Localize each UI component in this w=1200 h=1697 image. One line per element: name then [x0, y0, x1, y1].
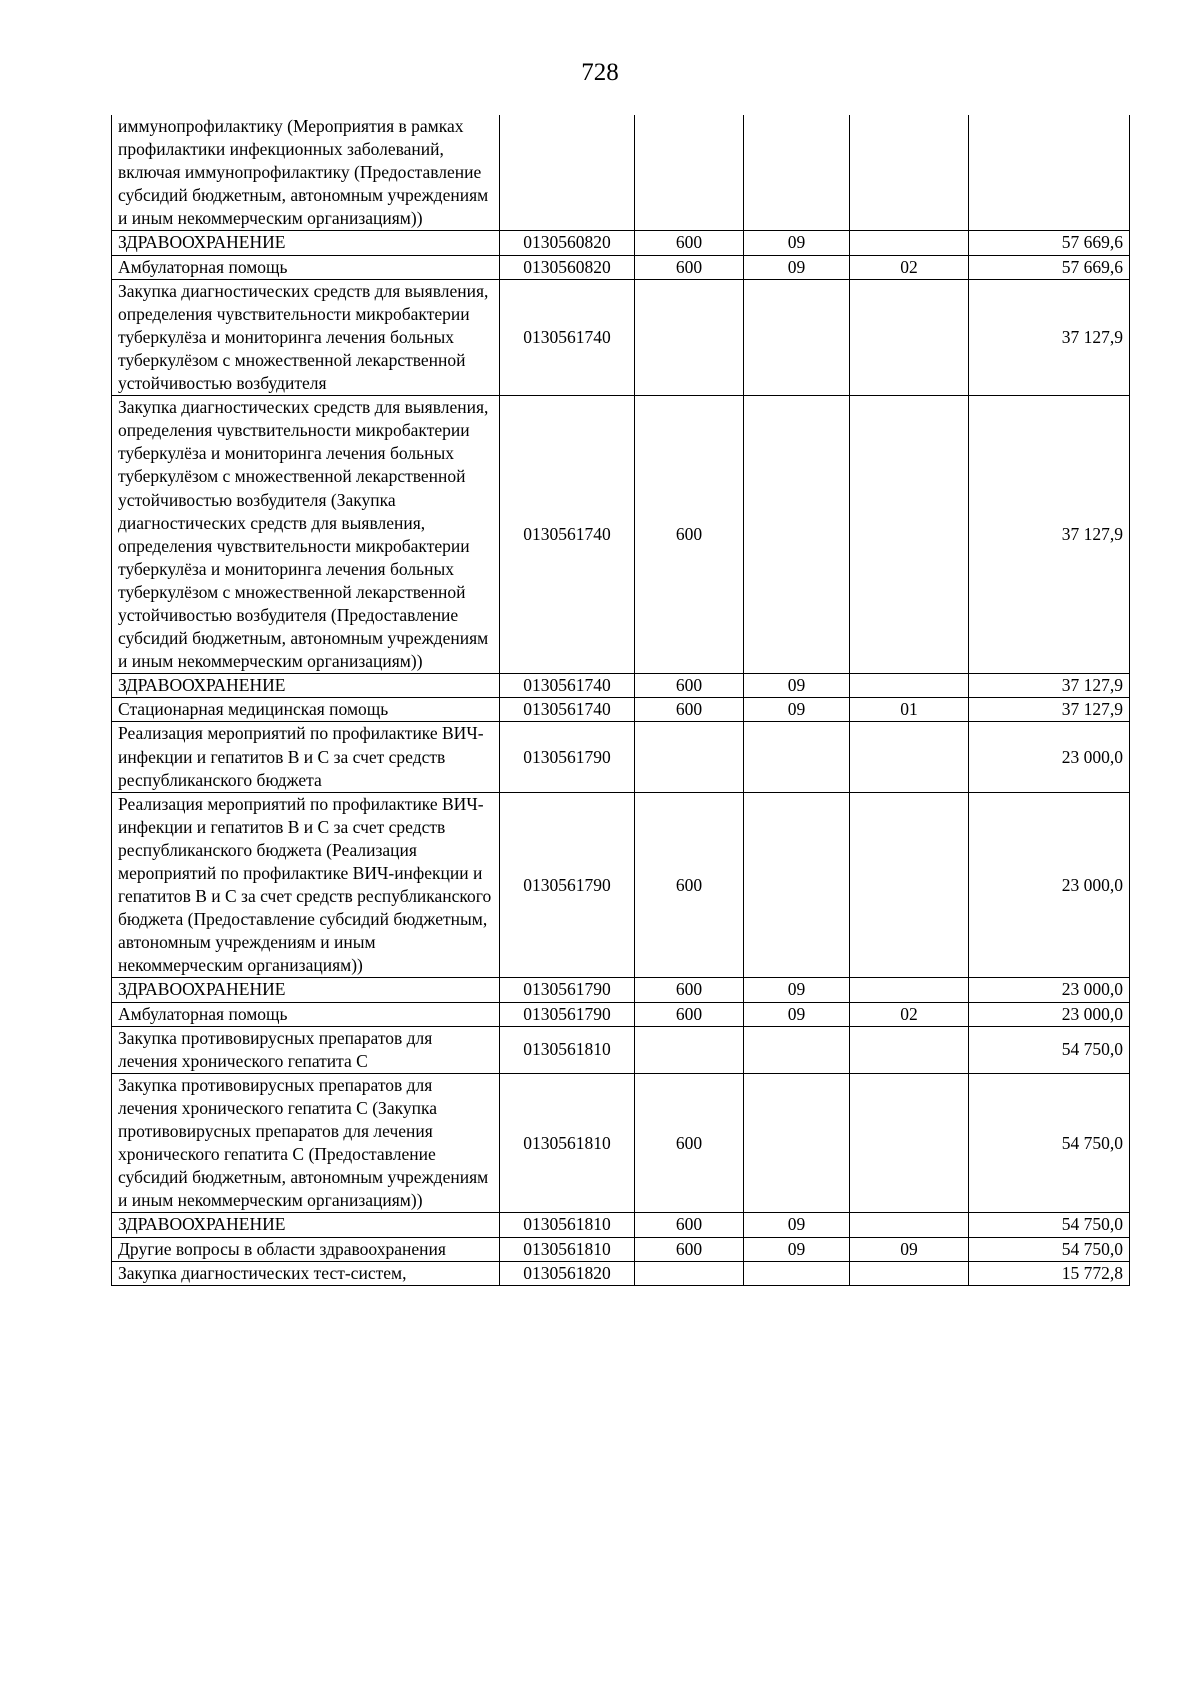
- row-section: [744, 279, 850, 395]
- row-name: Реализация мероприятий по профилактике ВИЧ-инфекции и гепатитов В и С за счет средств республиканского бюджета (Реализация мероприятий по профилактике ВИЧ-инфекции и гепатитов В и С за счет средств республиканского бюджета (Предоставление субсидий бюджетным, автономным учреждениям и иным некоммерческим организациям)): [112, 792, 500, 978]
- row-expense-type: [635, 722, 744, 792]
- row-subsection: [850, 279, 969, 395]
- row-name: ЗДРАВООХРАНЕНИЕ: [112, 674, 500, 698]
- row-code: 0130561810: [500, 1073, 635, 1213]
- row-name: Другие вопросы в области здравоохранения: [112, 1237, 500, 1261]
- row-name: Реализация мероприятий по профилактике ВИЧ-инфекции и гепатитов В и С за счет средств республиканского бюджета: [112, 722, 500, 792]
- row-amount: 57 669,6: [969, 255, 1130, 279]
- row-amount: 23 000,0: [969, 978, 1130, 1002]
- budget-table: [111, 115, 1130, 1286]
- row-amount: 54 750,0: [969, 1026, 1130, 1073]
- row-expense-type: [635, 279, 744, 395]
- row-subsection: [850, 1026, 969, 1073]
- table-row: [112, 978, 1130, 1002]
- row-section: 09: [744, 978, 850, 1002]
- row-code: 0130561820: [500, 1261, 635, 1285]
- table-row: [112, 255, 1130, 279]
- row-amount: 23 000,0: [969, 722, 1130, 792]
- row-code: 0130561790: [500, 1002, 635, 1026]
- row-expense-type: 600: [635, 1237, 744, 1261]
- row-amount: 15 772,8: [969, 1261, 1130, 1285]
- row-section: 09: [744, 698, 850, 722]
- row-subsection: [850, 231, 969, 255]
- row-section: 09: [744, 674, 850, 698]
- table-row: [112, 698, 1130, 722]
- row-subsection: [850, 1213, 969, 1237]
- row-section: 09: [744, 1237, 850, 1261]
- row-name: Закупка диагностических тест-систем,: [112, 1261, 500, 1285]
- row-name: ЗДРАВООХРАНЕНИЕ: [112, 231, 500, 255]
- row-name: Закупка диагностических средств для выявления, определения чувствительности микробактерии туберкулёза и мониторинга лечения больных туберкулёзом с множественной лекарственной устойчивостью возбудителя (Закупка диагностических средств для выявления, определения чувствительности микробактерии туберкулёза и мониторинга лечения больных туберкулёзом с множественной лекарственной устойчивостью возбудителя (Предоставление субсидий бюджетным, автономным учреждениям и иным некоммерческим организациям)): [112, 396, 500, 674]
- row-amount: 37 127,9: [969, 698, 1130, 722]
- table-row: [112, 396, 1130, 674]
- row-code: 0130560820: [500, 231, 635, 255]
- table-row: [112, 115, 1130, 231]
- row-amount: 37 127,9: [969, 396, 1130, 674]
- row-subsection: 09: [850, 1237, 969, 1261]
- row-expense-type: 600: [635, 396, 744, 674]
- row-section: [744, 792, 850, 978]
- row-name: ЗДРАВООХРАНЕНИЕ: [112, 1213, 500, 1237]
- row-section: [744, 722, 850, 792]
- row-subsection: [850, 1073, 969, 1213]
- row-amount: 54 750,0: [969, 1073, 1130, 1213]
- row-code: 0130561810: [500, 1026, 635, 1073]
- row-subsection: [850, 396, 969, 674]
- table-row: [112, 1237, 1130, 1261]
- row-subsection: [850, 674, 969, 698]
- row-expense-type: [635, 115, 744, 231]
- row-code: 0130561740: [500, 698, 635, 722]
- row-code: 0130561790: [500, 792, 635, 978]
- table-row: [112, 1026, 1130, 1073]
- row-section: 09: [744, 1002, 850, 1026]
- row-section: [744, 1073, 850, 1213]
- table-row: [112, 279, 1130, 395]
- row-name: Стационарная медицинская помощь: [112, 698, 500, 722]
- row-code: 0130560820: [500, 255, 635, 279]
- row-amount: 37 127,9: [969, 674, 1130, 698]
- table-row: [112, 722, 1130, 792]
- row-amount: 57 669,6: [969, 231, 1130, 255]
- row-name: Амбулаторная помощь: [112, 255, 500, 279]
- row-subsection: [850, 722, 969, 792]
- row-expense-type: 600: [635, 1073, 744, 1213]
- row-name: Закупка диагностических средств для выявления, определения чувствительности микробактерии туберкулёза и мониторинга лечения больных туберкулёзом с множественной лекарственной устойчивостью возбудителя: [112, 279, 500, 395]
- row-expense-type: 600: [635, 255, 744, 279]
- row-code: 0130561790: [500, 978, 635, 1002]
- table-row: [112, 1002, 1130, 1026]
- row-name: Амбулаторная помощь: [112, 1002, 500, 1026]
- row-name: ЗДРАВООХРАНЕНИЕ: [112, 978, 500, 1002]
- row-expense-type: 600: [635, 231, 744, 255]
- row-code: 0130561740: [500, 396, 635, 674]
- row-code: 0130561810: [500, 1237, 635, 1261]
- row-expense-type: 600: [635, 1213, 744, 1237]
- row-name: Закупка противовирусных препаратов для лечения хронического гепатита С (Закупка противовирусных препаратов для лечения хронического гепатита С (Предоставление субсидий бюджетным, автономным учреждениям и иным некоммерческим организациям)): [112, 1073, 500, 1213]
- row-code: 0130561810: [500, 1213, 635, 1237]
- row-amount: [969, 115, 1130, 231]
- row-expense-type: 600: [635, 674, 744, 698]
- row-subsection: [850, 792, 969, 978]
- row-section: [744, 115, 850, 231]
- table-row: [112, 1261, 1130, 1285]
- row-name: иммунопрофилактику (Мероприятия в рамках профилактики инфекционных заболеваний, включая иммунопрофилактику (Предоставление субсидий бюджетным, автономным учреждениям и иным некоммерческим организациям)): [112, 115, 500, 231]
- page-number: 728: [581, 59, 619, 86]
- row-expense-type: [635, 1261, 744, 1285]
- row-amount: 23 000,0: [969, 792, 1130, 978]
- row-amount: 23 000,0: [969, 1002, 1130, 1026]
- row-subsection: 01: [850, 698, 969, 722]
- table-row: [112, 674, 1130, 698]
- table-row: [112, 231, 1130, 255]
- row-code: 0130561740: [500, 279, 635, 395]
- row-section: [744, 1026, 850, 1073]
- row-section: 09: [744, 255, 850, 279]
- row-section: 09: [744, 1213, 850, 1237]
- row-expense-type: 600: [635, 698, 744, 722]
- row-amount: 54 750,0: [969, 1237, 1130, 1261]
- table-row: [112, 1073, 1130, 1213]
- row-subsection: [850, 1261, 969, 1285]
- row-name: Закупка противовирусных препаратов для лечения хронического гепатита С: [112, 1026, 500, 1073]
- table-row: [112, 1213, 1130, 1237]
- row-code: 0130561740: [500, 674, 635, 698]
- row-code: [500, 115, 635, 231]
- row-amount: 37 127,9: [969, 279, 1130, 395]
- row-subsection: [850, 978, 969, 1002]
- row-expense-type: 600: [635, 792, 744, 978]
- row-subsection: 02: [850, 1002, 969, 1026]
- row-subsection: [850, 115, 969, 231]
- table-row: [112, 792, 1130, 978]
- row-subsection: 02: [850, 255, 969, 279]
- row-section: 09: [744, 231, 850, 255]
- row-expense-type: 600: [635, 978, 744, 1002]
- row-expense-type: 600: [635, 1002, 744, 1026]
- row-amount: 54 750,0: [969, 1213, 1130, 1237]
- row-code: 0130561790: [500, 722, 635, 792]
- row-section: [744, 1261, 850, 1285]
- row-expense-type: [635, 1026, 744, 1073]
- row-section: [744, 396, 850, 674]
